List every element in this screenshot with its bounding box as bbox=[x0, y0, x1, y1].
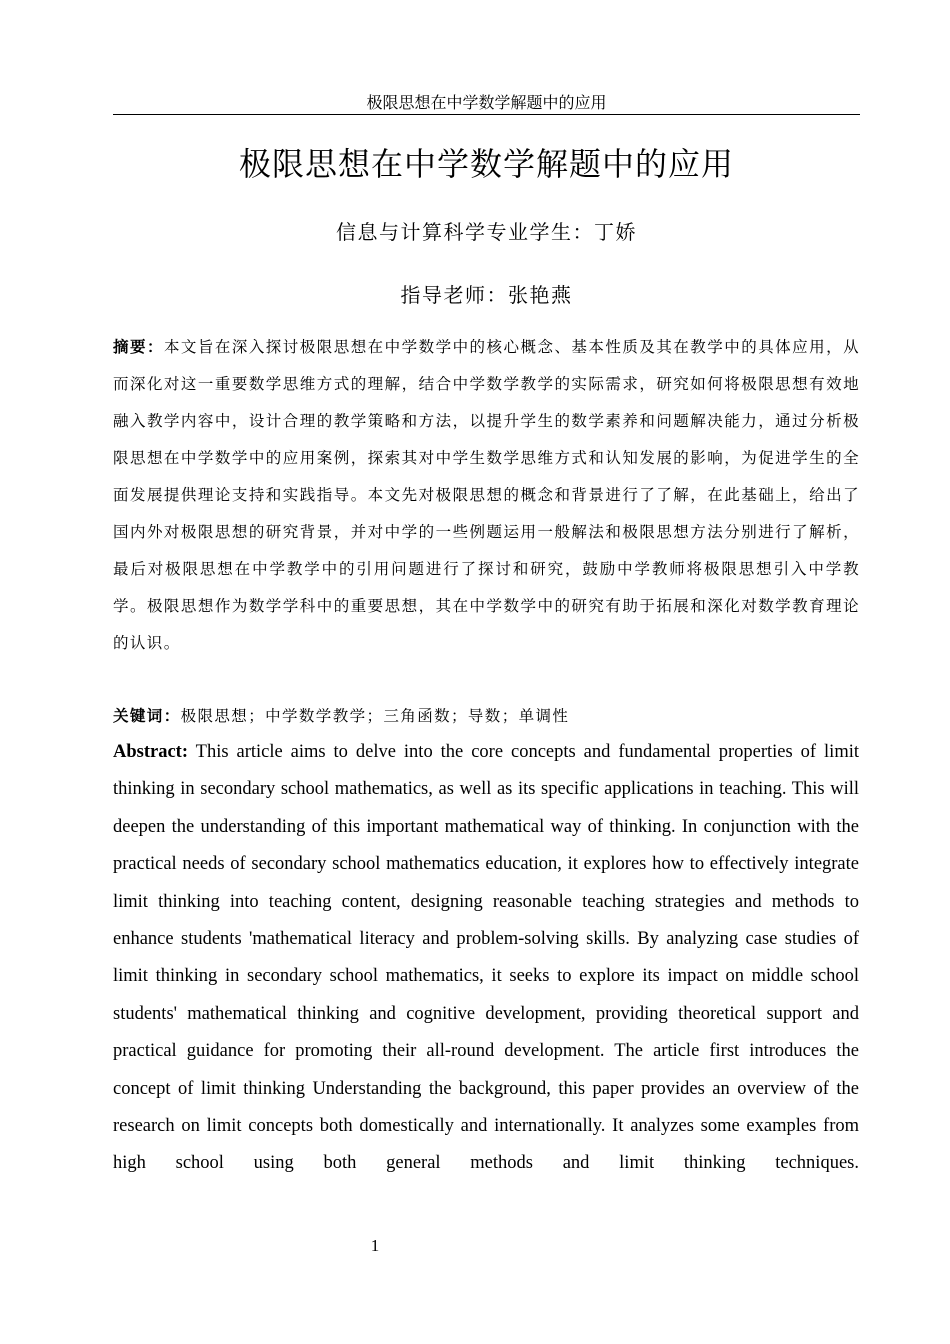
advisor-line: 指导老师：张艳燕 bbox=[400, 283, 573, 307]
abstract-english-label: Abstract: bbox=[113, 742, 189, 762]
abstract-chinese-text: 本文旨在深入探讨极限思想在中学数学中的核心概念、基本性质及其在教学中的具体应用，从而深化对这一重要数学思维方式的理解，结合中学数学教学的实际需求，研究如何将极限思想有效地融入教学内容中，设计合理的教学策略和方法，以提升学生的数学素养和问题解决能力，通过分析极限思想在中学数学中的应用案例，探索其对中学生数学思维方式和认知发展的影响，为促进学生的全面发展提供理论支持和实践指导。本文先对极限思想的概念和背景进行了了解，在此基础上，给出了国内外对极限思想的研究背景，并对中学的一些例题运用一般解法和极限思想方法分别进行了解析，最后对极限思想在中学教学中的引用问题进行了探讨和研究，鼓励中学教师将极限思想引入中学教学。极限思想作为数学学科中的重要思想，其在中学数学中的研究有助于拓展和深化对数学教育理论的认识。 bbox=[113, 338, 860, 652]
author-line: 信息与计算科学专业学生：丁娇 bbox=[336, 220, 637, 244]
running-header: 极限思想在中学数学解题中的应用 bbox=[113, 92, 860, 115]
paper-title: 极限思想在中学数学解题中的应用 bbox=[238, 145, 734, 183]
keywords-chinese-label: 关键词： bbox=[113, 707, 181, 725]
keywords-chinese bbox=[113, 702, 860, 730]
abstract-english-text: This article aims to delve into the core concepts and fundamental properties of limit thinking in secondary school mathematics, as well as its specific applications in teaching. This will deepen the understanding of this important mathematical way of thinking. In conjunction with the practical needs of secondary school mathematics education, it explores how to effectively integrate limit thinking into teaching content, designing reasonable teaching strategies and methods to enhance students 'mathematical literacy and problem-solving skills. By analyzing case studies of limit thinking in secondary school mathematics, it seeks to explore its impact on middle school students' mathematical thinking and cognitive development, providing theoretical support and practical guidance for promoting their all-round development. The article first introduces the concept of limit thinking Understanding the background, this paper provides an overview of the research on limit concepts both domestically and internationally. It analyzes some examples from high school using both general methods and limit thinking techniques. bbox=[113, 742, 859, 1174]
keywords-chinese-text: 极限思想；中学数学教学；三角函数；导数；单调性 bbox=[180, 707, 570, 725]
page-number: 1 bbox=[370, 1236, 380, 1255]
abstract-english bbox=[113, 734, 859, 1183]
abstract-chinese-label: 摘要： bbox=[113, 338, 164, 356]
abstract-chinese bbox=[113, 329, 860, 662]
